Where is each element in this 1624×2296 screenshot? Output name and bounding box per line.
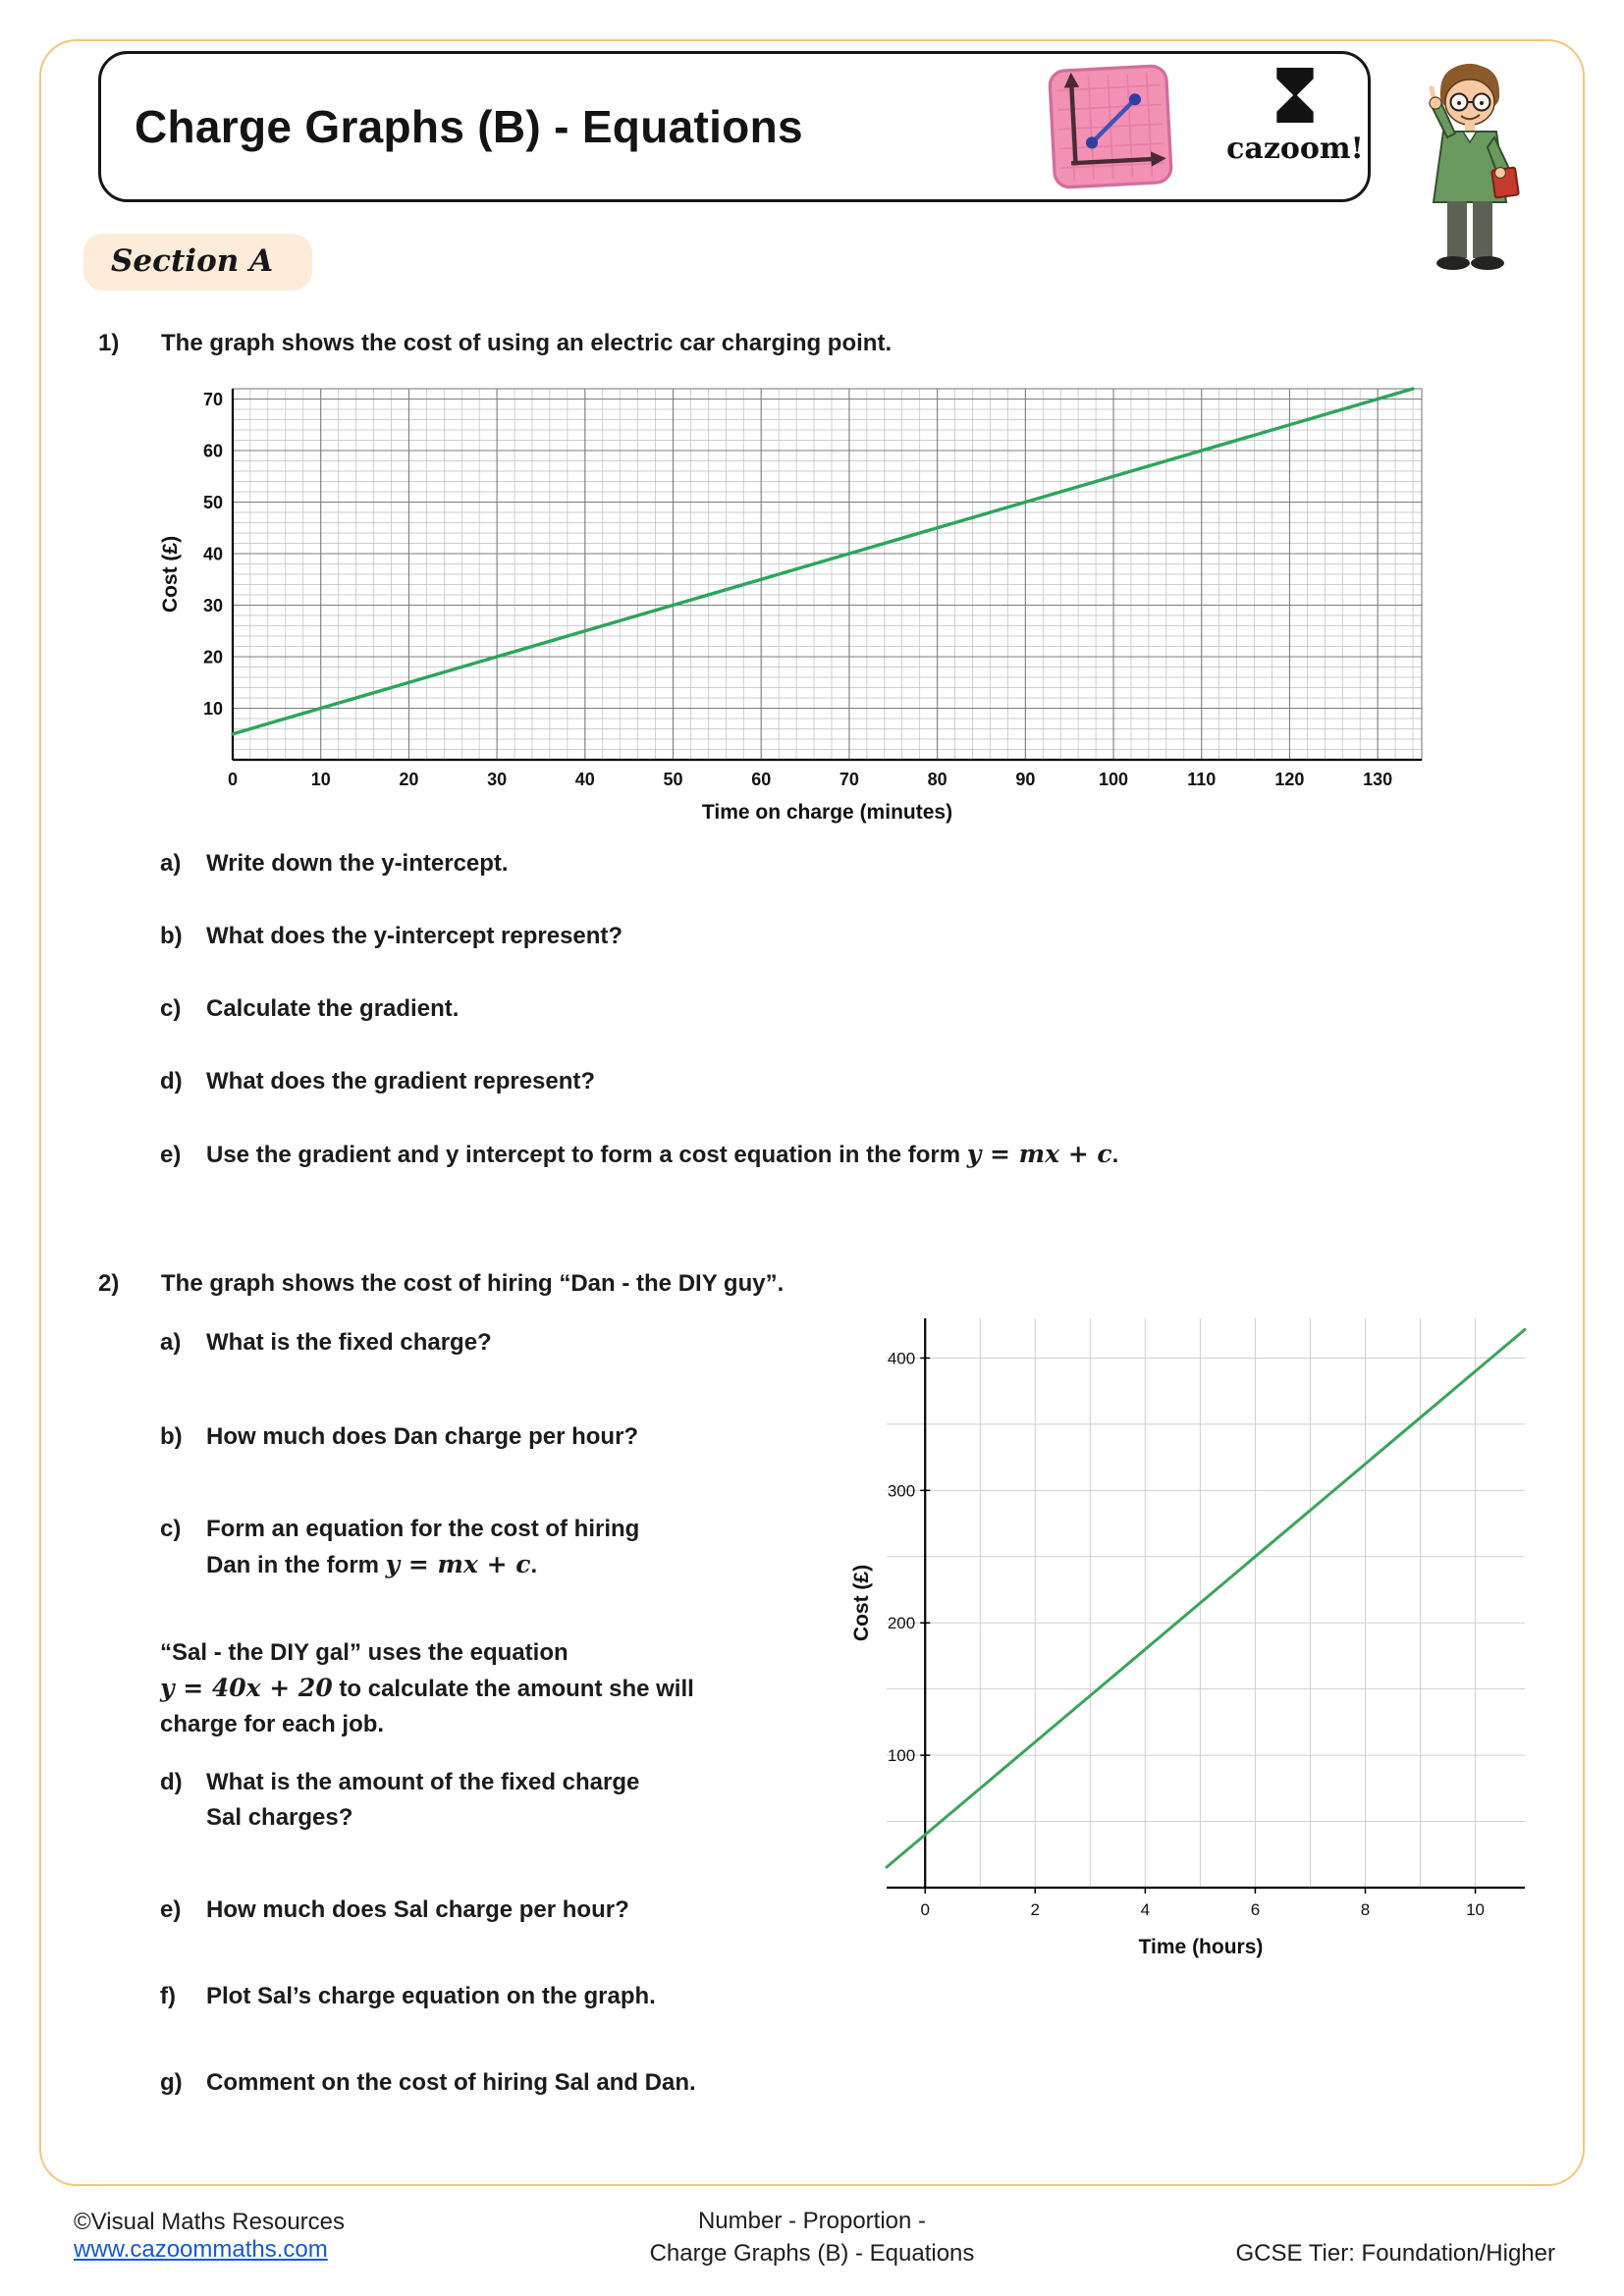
equation-text: y = mx + c <box>966 1140 1112 1168</box>
q2-part-e <box>160 1893 629 1928</box>
part-label: e) <box>160 1142 182 1168</box>
svg-text:Cost (£): Cost (£) <box>159 535 182 614</box>
part-text: Dan in the form <box>206 1552 386 1578</box>
svg-text:40: 40 <box>202 544 223 564</box>
svg-text:50: 50 <box>663 770 683 789</box>
q1-number: 1) <box>98 330 120 356</box>
svg-text:60: 60 <box>202 441 223 461</box>
svg-text:400: 400 <box>887 1349 916 1368</box>
svg-text:60: 60 <box>751 770 772 789</box>
part-text: Calculate the gradient. <box>206 995 460 1022</box>
svg-text:120: 120 <box>1274 770 1305 789</box>
cazoom-logo-icon <box>1268 66 1323 125</box>
note-line <box>160 1671 694 1707</box>
svg-text:2: 2 <box>1030 1900 1041 1919</box>
footer-topic-line1: Number - Proportion - <box>697 2208 927 2234</box>
q1-part-e <box>160 1137 1118 1173</box>
part-label: a) <box>160 850 182 877</box>
q1-part-d <box>160 1064 595 1099</box>
svg-text:70: 70 <box>839 770 859 789</box>
svg-text:200: 200 <box>887 1614 916 1633</box>
equation-text: y = mx + c <box>385 1550 531 1578</box>
chart-dan-hire <box>852 1294 1559 1976</box>
teacher-illustration <box>1392 55 1547 305</box>
chart-electric-car <box>157 375 1434 833</box>
svg-text:110: 110 <box>1187 770 1217 789</box>
section-a-label: Section A <box>83 234 312 291</box>
svg-text:Time (hours): Time (hours) <box>1138 1936 1264 1958</box>
q2-part-d <box>160 1765 639 1836</box>
q2-number: 2) <box>98 1270 120 1297</box>
part-text: What does the y-intercept represent? <box>206 923 623 949</box>
part-text: . <box>530 1552 538 1578</box>
svg-text:0: 0 <box>920 1900 930 1919</box>
note-text: to calculate the amount she will <box>332 1676 694 1702</box>
part-text: Plot Sal’s charge equation on the graph. <box>206 1983 656 2009</box>
part-label: c) <box>160 1516 182 1542</box>
svg-text:100: 100 <box>887 1746 916 1766</box>
q1-prompt <box>98 326 892 361</box>
part-text: Use the gradient and y intercept to form a cost equation in the form <box>206 1142 967 1168</box>
part-text: Sal charges? <box>206 1804 353 1831</box>
q2-prompt-text: The graph shows the cost of hiring “Dan - the DIY guy”. <box>161 1270 785 1297</box>
footer-topic-line2: Charge Graphs (B) - Equations <box>649 2240 975 2267</box>
q1-prompt-text: The graph shows the cost of using an electric car charging point. <box>161 330 893 356</box>
svg-text:50: 50 <box>202 492 223 512</box>
cazoom-logo <box>1226 66 1364 166</box>
q2-part-c <box>160 1512 639 1583</box>
chart-sticker-icon <box>1043 59 1179 195</box>
svg-text:20: 20 <box>399 770 419 789</box>
svg-text:4: 4 <box>1140 1900 1151 1919</box>
svg-text:300: 300 <box>887 1481 916 1501</box>
svg-text:130: 130 <box>1363 770 1393 789</box>
part-label: g) <box>160 2069 183 2096</box>
note-line: charge for each job. <box>160 1711 385 1737</box>
svg-text:10: 10 <box>1466 1900 1486 1919</box>
part-label: d) <box>160 1769 183 1795</box>
page-title: Charge Graphs (B) - Equations <box>135 101 803 152</box>
svg-text:30: 30 <box>487 770 508 789</box>
part-text: How much does Dan charge per hour? <box>206 1423 639 1450</box>
svg-text:6: 6 <box>1250 1900 1261 1919</box>
svg-text:30: 30 <box>202 595 223 615</box>
q1-part-c <box>160 991 459 1027</box>
footer-tier: GCSE Tier: Foundation/Higher <box>1235 2240 1555 2267</box>
svg-text:10: 10 <box>202 698 223 719</box>
part-label: e) <box>160 1896 182 1923</box>
part-text: Write down the y-intercept. <box>206 850 509 877</box>
svg-text:40: 40 <box>574 770 595 789</box>
equation-text: y = 40x + 20 <box>160 1674 333 1702</box>
svg-text:100: 100 <box>1099 770 1129 789</box>
q2-prompt <box>98 1266 784 1302</box>
cazoom-logo-text: cazoom! <box>1226 132 1364 166</box>
svg-text:20: 20 <box>202 647 223 667</box>
header <box>98 51 1371 202</box>
part-text: What is the amount of the fixed charge <box>206 1769 640 1795</box>
part-text: . <box>1111 1142 1119 1168</box>
website-link[interactable]: www.cazoommaths.com <box>74 2236 328 2263</box>
svg-text:8: 8 <box>1360 1900 1371 1919</box>
q1-part-a <box>160 846 509 881</box>
part-label: b) <box>160 1423 183 1450</box>
part-text: Comment on the cost of hiring Sal and Dan. <box>206 2069 696 2096</box>
part-text: How much does Sal charge per hour? <box>206 1896 629 1923</box>
note-line: “Sal - the DIY gal” uses the equation <box>160 1639 568 1666</box>
q2-part-b <box>160 1419 638 1455</box>
svg-text:80: 80 <box>927 770 947 789</box>
part-label: f) <box>160 1983 176 2009</box>
svg-text:90: 90 <box>1015 770 1036 789</box>
q2-part-a <box>160 1325 492 1361</box>
copyright-text: ©Visual Maths Resources <box>74 2209 346 2235</box>
part-text: What does the gradient represent? <box>206 1068 596 1095</box>
part-label: a) <box>160 1329 182 1356</box>
sal-equation-note <box>160 1635 694 1742</box>
part-text: Form an equation for the cost of hiring <box>206 1516 640 1542</box>
svg-text:10: 10 <box>310 770 331 789</box>
part-text: What is the fixed charge? <box>206 1329 492 1356</box>
q2-part-f <box>160 1979 656 2014</box>
svg-text:0: 0 <box>227 770 239 789</box>
svg-text:Cost (£): Cost (£) <box>852 1564 873 1642</box>
svg-text:Time on charge (minutes): Time on charge (minutes) <box>701 801 953 824</box>
part-label: d) <box>160 1068 183 1095</box>
q1-part-b <box>160 919 623 954</box>
q2-part-g <box>160 2065 696 2101</box>
svg-text:70: 70 <box>202 389 223 409</box>
part-label: b) <box>160 923 183 949</box>
part-label: c) <box>160 995 182 1022</box>
